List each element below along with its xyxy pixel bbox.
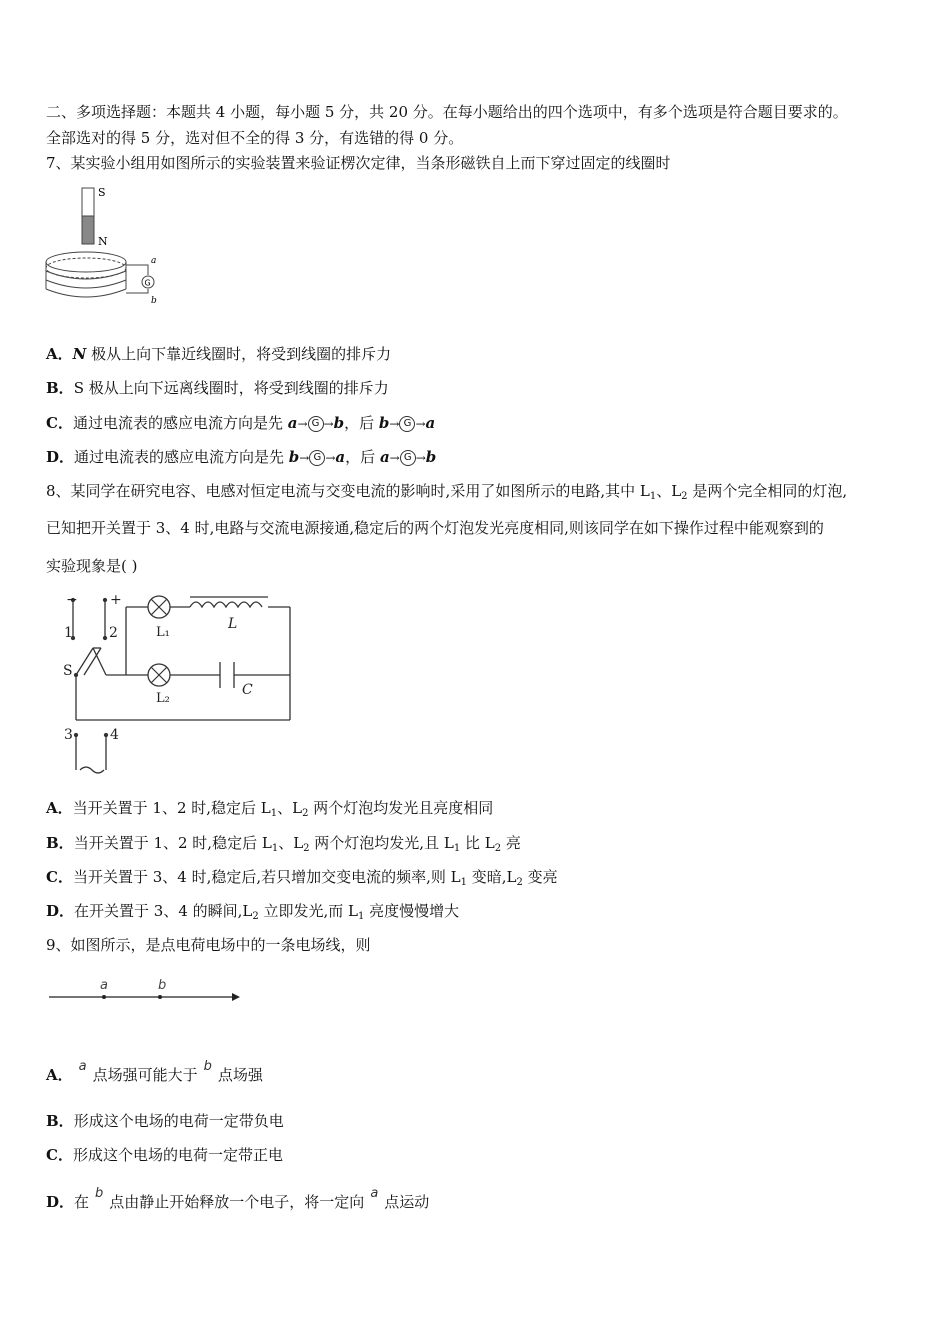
- option-text: 变亮: [522, 868, 558, 886]
- q7-option-c: [46, 413, 435, 434]
- terminal-2-label: 2: [109, 625, 118, 641]
- q9-field-line-figure: [46, 972, 241, 1008]
- point-var: b: [333, 414, 345, 432]
- galvanometer-icon: G: [400, 450, 416, 466]
- q8-stem-part: 是两个完全相同的灯泡,: [687, 482, 848, 500]
- l2-label: L₂: [156, 691, 170, 706]
- subscript: 1: [358, 911, 365, 922]
- q8-option-b: [46, 833, 521, 859]
- point-var: b: [95, 1186, 104, 1201]
- point-a-label: a: [100, 978, 108, 993]
- q7-option-b: [46, 378, 389, 398]
- q8-stem-line1: [46, 481, 847, 507]
- subscript: 2: [494, 843, 502, 854]
- terminal-b-label: b: [151, 296, 157, 306]
- option-text: 比 L: [460, 834, 495, 852]
- option-text: 亮: [501, 834, 521, 852]
- option-label: A．: [46, 799, 73, 817]
- magnet-s-half: [82, 188, 94, 216]
- subscript: 1: [649, 491, 657, 502]
- option-text: 、L: [277, 799, 303, 817]
- option-text: 在: [74, 1193, 90, 1211]
- q8-option-c: [46, 867, 558, 893]
- point-b-dot: [158, 995, 162, 999]
- q7-stem: 7、某实验小组用如图所示的实验装置来验证楞次定律，当条形磁铁自上而下穿过固定的线圈时: [46, 154, 671, 172]
- option-text: S 极从上向下远离线圈时，将受到线圈的排斥力: [73, 379, 389, 397]
- magnet-s-label: S: [98, 186, 106, 199]
- option-text: 两个灯泡均发光且亮度相同: [308, 799, 494, 817]
- terminal-3-label: 3: [64, 727, 73, 743]
- point-var: a: [287, 414, 298, 432]
- coil: [46, 252, 148, 297]
- magnet-n-label: N: [98, 235, 108, 248]
- option-text: 极从上向下靠近线圈时，将受到线圈的排斥力: [86, 345, 392, 363]
- q9-option-c: [46, 1145, 283, 1165]
- capacitor-label: C: [242, 682, 253, 698]
- option-text: 当开关置于 1、2 时,稳定后 L: [72, 799, 271, 817]
- galvanometer-icon: G: [309, 450, 325, 466]
- option-label: C．: [46, 1146, 73, 1164]
- galvanometer-label: G: [144, 278, 151, 288]
- q8-stem-part: 8、某同学在研究电容、电感对恒定电流与交变电流的影响时,采用了如图所示的电路,其中 L: [46, 482, 650, 500]
- option-italic-n: N: [72, 345, 87, 363]
- option-text: 点运动: [384, 1193, 430, 1211]
- plus-label: +: [110, 592, 122, 608]
- subscript: 2: [516, 877, 523, 888]
- terminal-4-label: 4: [110, 727, 119, 743]
- point-var: a: [335, 448, 346, 466]
- option-text: 点场强可能大于: [92, 1066, 198, 1084]
- q9-option-a: [46, 1059, 263, 1087]
- arrow-icon: →: [299, 451, 310, 465]
- option-text: 在开关置于 3、4 的瞬间,L: [74, 902, 253, 920]
- option-text: 、L: [278, 834, 304, 852]
- point-var: b: [203, 1059, 212, 1074]
- subscript: 1: [453, 843, 461, 854]
- q8-circuit-figure: [58, 590, 298, 775]
- subscript: 2: [252, 911, 259, 922]
- lamp-l1-icon: [148, 596, 170, 618]
- option-label: C．: [46, 868, 73, 886]
- option-label: A．: [46, 1066, 73, 1084]
- q8-stem-part: 、L: [656, 482, 682, 500]
- inductor-label: L: [228, 616, 238, 632]
- option-text: 点场强: [217, 1066, 263, 1084]
- q9-option-d: [46, 1186, 430, 1214]
- section-heading-line2: 全部选对的得 5 分，选对但不全的得 3 分，有选错的得 0 分。: [46, 129, 464, 147]
- point-var: a: [370, 1186, 379, 1201]
- option-text: ，后: [344, 414, 379, 432]
- galvanometer-icon: G: [308, 416, 324, 432]
- q8-stem-line2: 已知把开关置于 3、4 时,电路与交流电源接通,稳定后的两个灯泡发光亮度相同,则该同学在如下操作过程中能观察到的: [46, 519, 824, 537]
- subscript: 2: [303, 843, 310, 854]
- section-heading-line1: 二、多项选择题：本题共 4 小题，每小题 5 分，共 20 分。在每小题给出的四个选项中，有多个选项是符合题目要求的。: [46, 103, 848, 121]
- option-text: 当开关置于 3、4 时,稳定后,若只增加交变电流的频率,则 L: [72, 868, 461, 886]
- option-label: B．: [46, 834, 74, 852]
- option-text: 通过电流表的感应电流方向是先: [72, 414, 288, 432]
- q9-option-b: [46, 1111, 284, 1131]
- q9-stem: 9、如图所示，是点电荷电场中的一条电场线，则: [46, 936, 371, 954]
- point-var: b: [425, 448, 437, 466]
- point-var: a: [379, 448, 390, 466]
- subscript: 2: [302, 808, 309, 819]
- arrow-icon: →: [389, 417, 400, 431]
- subscript: 1: [460, 877, 467, 888]
- option-text: 形成这个电场的电荷一定带正电: [72, 1146, 283, 1164]
- arrow-icon: →: [323, 417, 334, 431]
- point-var: a: [78, 1059, 87, 1074]
- arrow-icon: →: [415, 417, 426, 431]
- arrow-icon: →: [415, 451, 426, 465]
- option-label: D．: [46, 448, 75, 466]
- galvanometer-icon: G: [399, 416, 415, 432]
- subscript: 2: [681, 491, 688, 502]
- minus-label: −: [66, 592, 78, 608]
- arrowhead-icon: [232, 993, 240, 1001]
- switch-label: S: [63, 663, 73, 679]
- subscript: 1: [270, 808, 278, 819]
- q8-option-d: [46, 901, 459, 927]
- option-text: 点由静止开始释放一个电子，将一定向: [109, 1193, 365, 1211]
- point-var: b: [378, 414, 390, 432]
- lamp-l2-icon: [148, 664, 170, 686]
- option-text: 亮度慢慢增大: [364, 902, 460, 920]
- point-b-label: b: [158, 978, 167, 993]
- option-label: D．: [46, 1193, 75, 1211]
- terminal-a-label: a: [151, 256, 157, 266]
- option-text: 立即发光,而 L: [258, 902, 359, 920]
- arrow-icon: →: [325, 451, 336, 465]
- arrow-icon: →: [297, 417, 308, 431]
- q8-option-a: [46, 798, 493, 824]
- q7-magnet-coil-figure: [40, 183, 170, 311]
- l1-label: L₁: [156, 625, 170, 640]
- option-label: C．: [46, 414, 73, 432]
- option-text: 变暗,L: [467, 868, 517, 886]
- magnet-n-half: [82, 216, 94, 244]
- option-text: 通过电流表的感应电流方向是先: [74, 448, 289, 466]
- option-text: 形成这个电场的电荷一定带负电: [73, 1112, 284, 1130]
- q7-option-a: [46, 344, 391, 364]
- terminal-1-label: 1: [64, 625, 73, 641]
- option-text: ，后: [345, 448, 380, 466]
- point-a-dot: [102, 995, 106, 999]
- point-var: b: [288, 448, 300, 466]
- option-text: 当开关置于 1、2 时,稳定后 L: [73, 834, 272, 852]
- option-text: 两个灯泡均发光,且 L: [309, 834, 454, 852]
- q7-option-d: [46, 447, 436, 468]
- point-var: a: [425, 414, 436, 432]
- option-label: B．: [46, 1112, 74, 1130]
- option-label: A．: [46, 345, 73, 363]
- arrow-icon: →: [389, 451, 400, 465]
- subscript: 1: [271, 843, 279, 854]
- option-label: B．: [46, 379, 74, 397]
- option-label: D．: [46, 902, 75, 920]
- q8-stem-line3: 实验现象是( ): [46, 557, 138, 575]
